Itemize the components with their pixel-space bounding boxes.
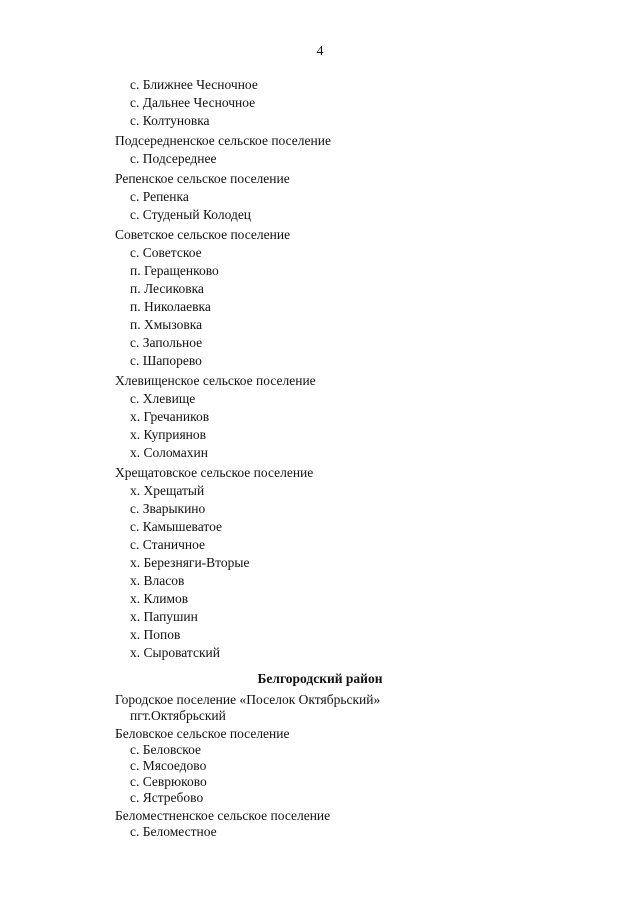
locality-item: с. Подсереднее — [130, 151, 217, 166]
settlement-name: Подсереднeнское сельское поселение — [115, 133, 331, 148]
locality-item: с. Ястребово — [130, 790, 204, 805]
locality-item: х. Сыроватский — [130, 645, 220, 660]
settlement-name: Беловское сельское поселение — [115, 726, 290, 741]
locality-item: х. Хрещатый — [130, 483, 205, 498]
locality-item: с. Студеный Колодец — [130, 207, 252, 222]
locality-item: х. Власов — [130, 573, 185, 588]
locality-item: с. Беловское — [130, 742, 202, 757]
locality-item: с. Мясоедово — [130, 758, 207, 773]
settlement-list-part1 — [0, 76, 640, 662]
locality-item: с. Камышеватое — [130, 519, 223, 534]
settlement-list-part2 — [0, 692, 640, 840]
locality-item: х. Гречаников — [130, 409, 210, 424]
locality-item: п. Лесиковка — [130, 281, 204, 296]
locality-item: с. Зварыкино — [130, 501, 206, 516]
locality-item: с. Запольное — [130, 335, 203, 350]
locality-item: п. Николаевка — [130, 299, 211, 314]
locality-item: с. Советское — [130, 245, 202, 260]
locality-item: с. Хлевище — [130, 391, 196, 406]
locality-item: с. Шапорево — [130, 353, 202, 368]
locality-item: с. Дальнее Чесночное — [130, 95, 256, 110]
locality-item: х. Соломахин — [130, 445, 208, 460]
settlement-name: Репенское сельское поселение — [115, 171, 290, 186]
locality-item: п. Хмызовка — [130, 317, 203, 332]
locality-item: х. Куприянов — [130, 427, 206, 442]
locality-item: с. Севрюково — [130, 774, 207, 789]
document-body — [0, 76, 640, 840]
settlement-name: Беломестненское сельское поселение — [115, 808, 331, 823]
page-number: 4 — [316, 44, 324, 59]
settlement-name: Городское поселение «Поселок Октябрьский» — [115, 692, 381, 707]
locality-item: х. Папушин — [130, 609, 198, 624]
locality-item: с. Репенка — [130, 189, 189, 204]
locality-item: х. Попов — [130, 627, 181, 642]
locality-item: с. Беломестное — [130, 824, 217, 839]
locality-item: пгт.Октябрьский — [130, 708, 226, 723]
locality-item: х. Климов — [130, 591, 189, 606]
settlement-name: Хрещатовское сельское поселение — [115, 465, 314, 480]
locality-item: п. Геращенково — [130, 263, 219, 278]
locality-item: с. Колтуновка — [130, 113, 210, 128]
settlement-name: Хлевищенское сельское поселение — [115, 373, 316, 388]
district-heading: Белгородский район — [257, 671, 383, 686]
locality-item: с. Ближнее Чесночное — [130, 77, 258, 92]
settlement-name: Советское сельское поселение — [115, 227, 291, 242]
locality-item: х. Березняги-Вторые — [130, 555, 250, 570]
locality-item: с. Станичное — [130, 537, 205, 552]
